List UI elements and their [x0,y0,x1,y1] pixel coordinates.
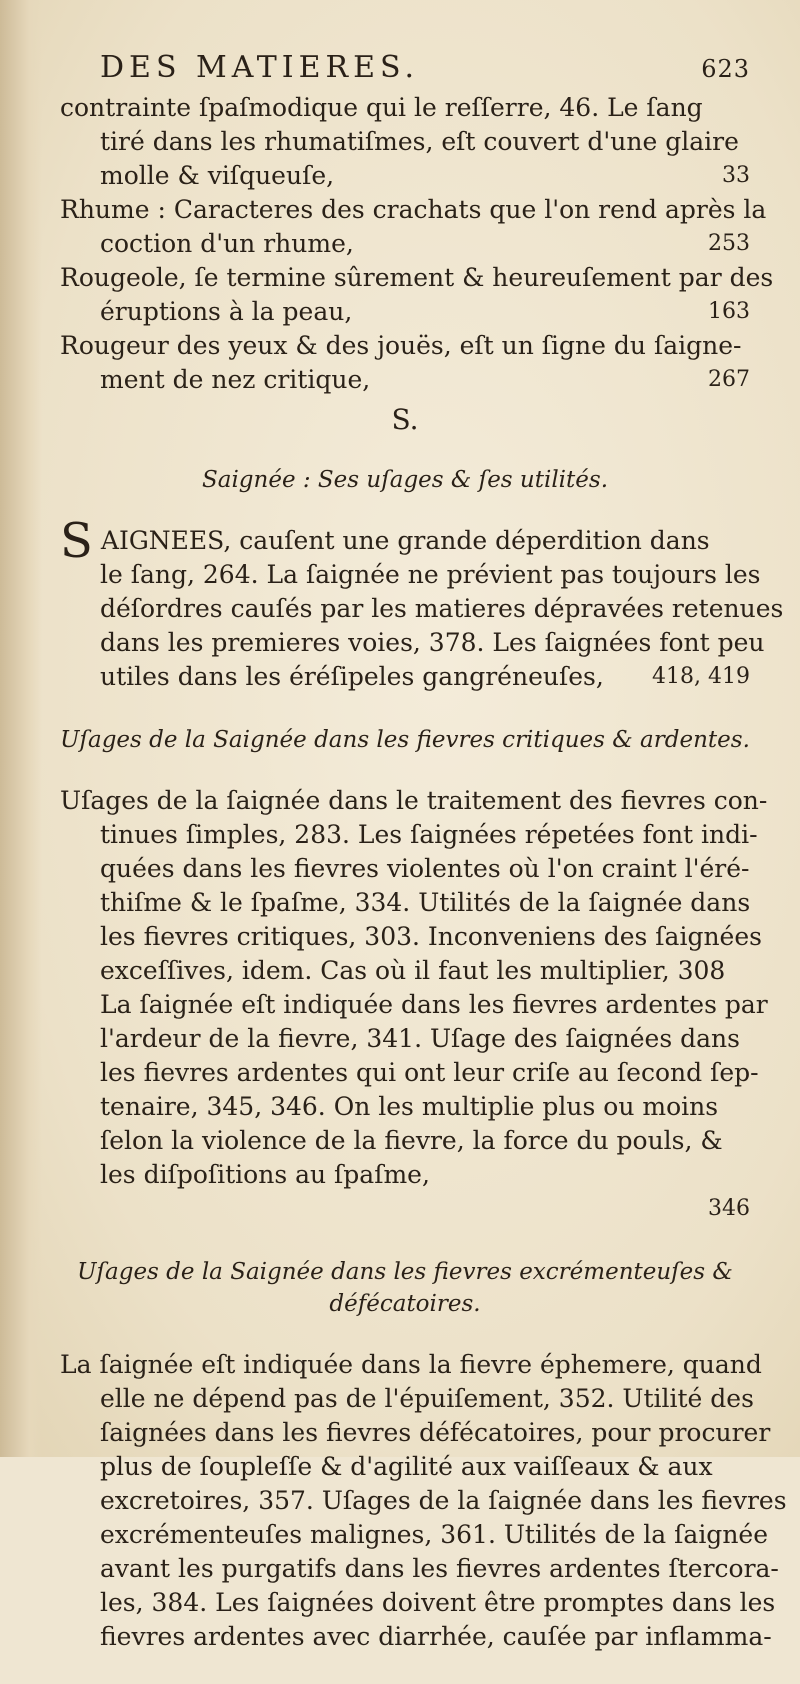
entry-line: fievres ardentes avec diarrhée, cauſée par inflamma- [100,1622,772,1651]
page-spine-shadow [0,0,42,1457]
entry-line: La ſaignée eſt indiquée dans les fievres ardentes par [100,990,768,1019]
section-heading: Saignée : Ses uſages & ſes utilités. [201,467,609,493]
entry-text: molle & viſqueuſe, [100,161,335,190]
entry-line: thiſme & le ſpaſme, 334. Utilités de la ſaignée dans [100,888,751,917]
entry-line: exceſſives, idem. Cas où il faut les multiplier, 308 [100,956,726,985]
page-reference: 418, 419 [652,664,750,689]
entry-line: ſelon la violence de la fievre, la force du pouls, & [100,1126,723,1155]
entry-text: ment de nez critique, [100,365,371,394]
text-column [60,50,787,1684]
entry-text: utiles dans les éréſipeles gangréneuſes, [100,662,604,691]
index-paragraph [60,513,784,694]
entry-line: La ſaignée eſt indiquée dans la fievre éphemere, quand [60,1350,762,1379]
entry-line: les fievres ardentes qui ont leur criſe au ſecond ſep- [100,1058,759,1087]
entry-line [60,227,750,261]
entry-line: tinues ſimples, 283. Les ſaignées répetées font indi- [100,820,758,849]
index-entry [60,329,750,397]
header-title: DES MATIERES. [100,50,420,85]
entry-line: quées dans les fievres violentes où l'on craint l'éré- [100,854,750,883]
entry-line: Uſages de la ſaignée dans le traitement des fievres con- [60,786,768,815]
entry-line: dans les premieres voies, 378. Les ſaignées font peu [100,628,765,657]
entry-line: Rougeole, ſe termine sûrement & heureuſement par des [60,263,774,292]
entry-line [60,1192,750,1226]
entry-line: tiré dans les rhumatiſmes, eſt couvert d'une glaire [100,127,739,156]
entry-line: les, 384. Les ſaignées doivent être promptes dans les [100,1588,776,1617]
entry-line [60,660,750,694]
entry-line: plus de ſoupleſſe & d'agilité aux vaiſſeaux & aux [100,1452,713,1481]
page-reference: 163 [708,299,750,324]
entry-line: l'ardeur de la fievre, 341. Uſage des ſaignées dans [100,1024,740,1053]
entry-line: les diſpoſitions au ſpaſme, [100,1160,430,1189]
entry-line: tenaire, 345, 346. On les multiplie plus ou moins [100,1092,719,1121]
entry-line: excretoires, 357. Uſages de la ſaignée dans les fievres [100,1486,787,1515]
entry-line: Rhume : Caracteres des crachats que l'on rend après la [60,195,767,224]
entry-line: les fievres critiques, 303. Inconveniens des ſaignées [100,922,762,951]
index-paragraph [60,784,768,1226]
entry-line: déſordres cauſés par les matieres dépravées retenues [100,594,784,623]
index-entry [60,193,767,261]
entry-text: coction d'un rhume, [100,229,354,258]
section-heading: Uſages de la Saignée dans les fievres critiques & ardentes. [60,727,750,753]
entry-line [60,159,750,193]
entry-text: éruptions à la peau, [100,297,353,326]
index-paragraph [60,1348,787,1654]
entry-line: Rougeur des yeux & des jouës, eſt un ſigne du ſaigne- [60,331,742,360]
entry-line: excrémenteuſes malignes, 361. Utilités de la ſaignée [100,1520,769,1549]
section-letter: S. [391,403,419,436]
entry-line: AIGNEES, cauſent une grande déperdition dans [100,526,710,555]
entry-line: avant les purgatifs dans les fievres ardentes ſtercora- [100,1554,779,1583]
page-number: 623 [701,55,750,83]
entry-line: le ſang, 264. La ſaignée ne prévient pas toujours les [100,560,761,589]
section-heading: Uſages de la Saignée dans les fievres excrémenteuſes & défécatoires. [77,1259,733,1317]
page-reference: 253 [708,231,750,256]
running-header [100,50,750,85]
index-entry [60,91,750,193]
entry-line: elle ne dépend pas de l'épuiſement, 352. Utilité des [100,1384,754,1413]
index-entry [60,261,774,329]
entry-line [60,363,750,397]
page-reference: 267 [708,367,750,392]
entry-line [60,295,750,329]
entry-line: contrainte ſpaſmodique qui le reſſerre, 46. Le ſang [60,93,703,122]
page-reference: 33 [722,163,750,188]
page-reference: 346 [708,1196,750,1221]
drop-cap: S [60,513,93,569]
entry-line: ſaignées dans les fievres défécatoires, pour procurer [100,1418,771,1447]
